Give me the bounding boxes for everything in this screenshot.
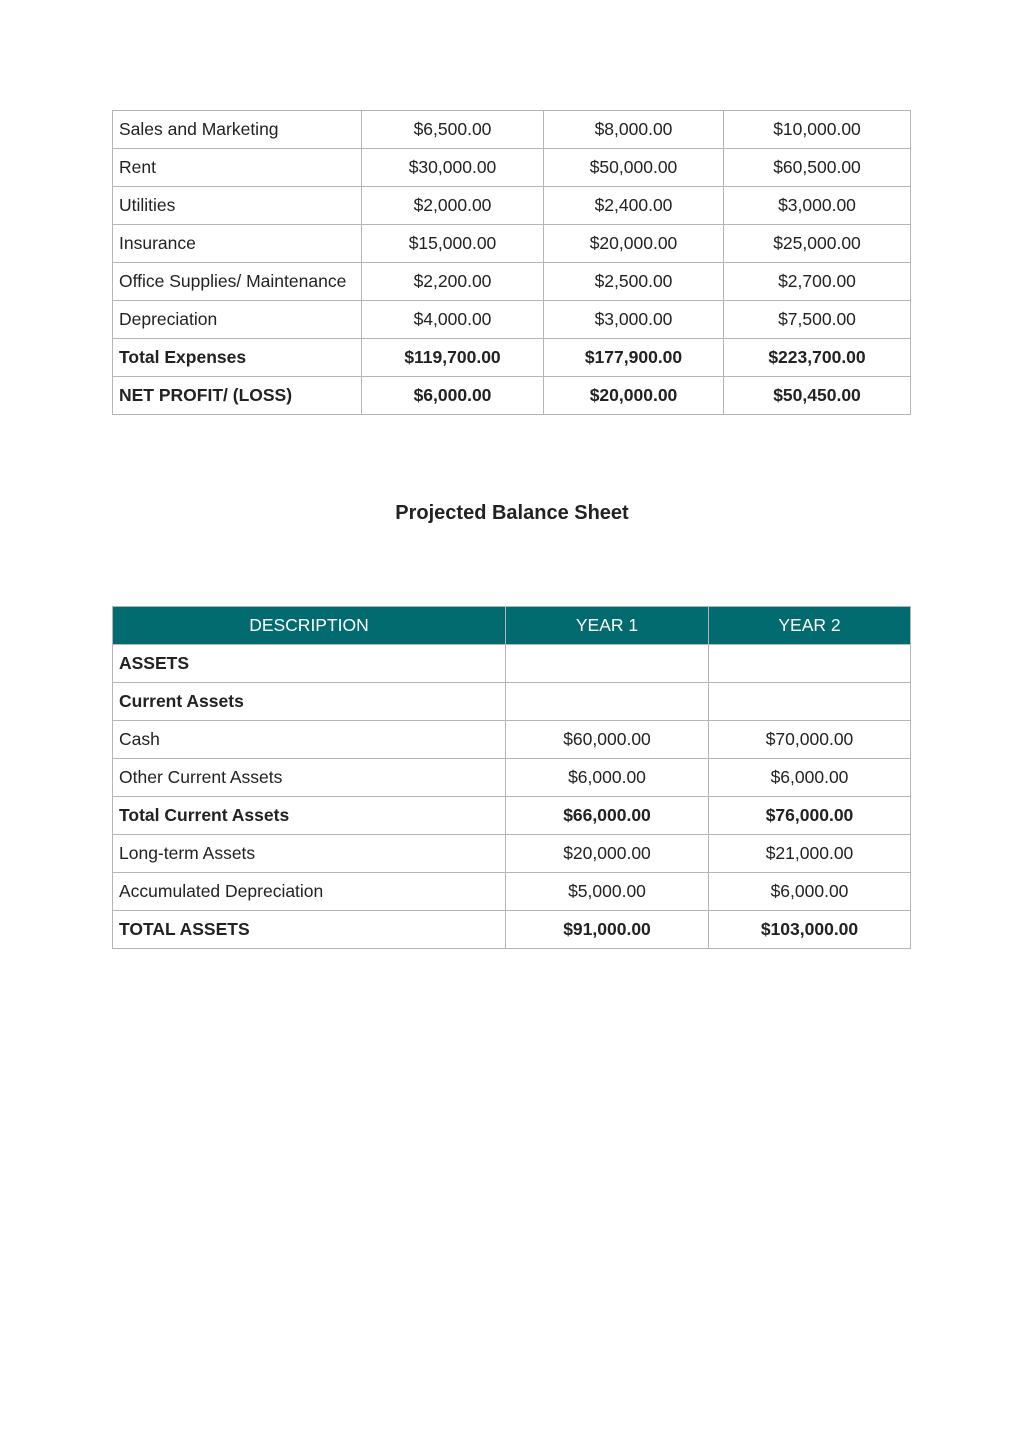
row-label: Insurance bbox=[113, 225, 362, 263]
row-label: Other Current Assets bbox=[113, 759, 506, 797]
total-expenses-row bbox=[113, 339, 911, 377]
balance-sheet-table bbox=[112, 606, 911, 949]
cell-value: $6,500.00 bbox=[362, 111, 544, 149]
row-label: NET PROFIT/ (LOSS) bbox=[113, 377, 362, 415]
column-header: DESCRIPTION bbox=[113, 607, 506, 645]
cell-value: $76,000.00 bbox=[709, 797, 911, 835]
row-label: Office Supplies/ Maintenance bbox=[113, 263, 362, 301]
row-label: Depreciation bbox=[113, 301, 362, 339]
cell-value: $25,000.00 bbox=[724, 225, 911, 263]
cell-value: $66,000.00 bbox=[506, 797, 709, 835]
cell-value: $60,500.00 bbox=[724, 149, 911, 187]
assets-heading-row bbox=[113, 645, 911, 683]
cell-value: $2,200.00 bbox=[362, 263, 544, 301]
cell-value: $8,000.00 bbox=[544, 111, 724, 149]
cell-value: $50,450.00 bbox=[724, 377, 911, 415]
cell-value: $10,000.00 bbox=[724, 111, 911, 149]
row-label: TOTAL ASSETS bbox=[113, 911, 506, 949]
row-label: Rent bbox=[113, 149, 362, 187]
column-header: YEAR 1 bbox=[506, 607, 709, 645]
column-header: YEAR 2 bbox=[709, 607, 911, 645]
table-header-row bbox=[113, 607, 911, 645]
cell-value bbox=[506, 645, 709, 683]
cell-value: $6,000.00 bbox=[709, 759, 911, 797]
table-row bbox=[113, 111, 911, 149]
cell-value bbox=[709, 645, 911, 683]
total-assets-row bbox=[113, 911, 911, 949]
cell-value: $2,400.00 bbox=[544, 187, 724, 225]
net-profit-row bbox=[113, 377, 911, 415]
table-row bbox=[113, 721, 911, 759]
cell-value: $60,000.00 bbox=[506, 721, 709, 759]
cell-value: $70,000.00 bbox=[709, 721, 911, 759]
row-label: Current Assets bbox=[113, 683, 506, 721]
cell-value: $30,000.00 bbox=[362, 149, 544, 187]
cell-value: $20,000.00 bbox=[544, 225, 724, 263]
current-assets-heading-row bbox=[113, 683, 911, 721]
cell-value: $4,000.00 bbox=[362, 301, 544, 339]
cell-value: $7,500.00 bbox=[724, 301, 911, 339]
cell-value: $3,000.00 bbox=[724, 187, 911, 225]
cell-value: $50,000.00 bbox=[544, 149, 724, 187]
table-row bbox=[113, 873, 911, 911]
table-row bbox=[113, 301, 911, 339]
section-title: Projected Balance Sheet bbox=[395, 502, 629, 524]
cell-value: $2,700.00 bbox=[724, 263, 911, 301]
table-row bbox=[113, 187, 911, 225]
cell-value: $21,000.00 bbox=[709, 835, 911, 873]
cell-value bbox=[506, 683, 709, 721]
row-label: Accumulated Depreciation bbox=[113, 873, 506, 911]
table-row bbox=[113, 759, 911, 797]
cell-value: $20,000.00 bbox=[506, 835, 709, 873]
cell-value: $3,000.00 bbox=[544, 301, 724, 339]
cell-value: $5,000.00 bbox=[506, 873, 709, 911]
total-current-assets-row bbox=[113, 797, 911, 835]
table-row bbox=[113, 149, 911, 187]
row-label: Utilities bbox=[113, 187, 362, 225]
row-label: Long-term Assets bbox=[113, 835, 506, 873]
cell-value: $119,700.00 bbox=[362, 339, 544, 377]
row-label: Sales and Marketing bbox=[113, 111, 362, 149]
expenses-table bbox=[112, 110, 911, 415]
table-row bbox=[113, 263, 911, 301]
cell-value: $2,000.00 bbox=[362, 187, 544, 225]
table-row bbox=[113, 225, 911, 263]
cell-value: $15,000.00 bbox=[362, 225, 544, 263]
cell-value: $177,900.00 bbox=[544, 339, 724, 377]
cell-value: $20,000.00 bbox=[544, 377, 724, 415]
cell-value: $6,000.00 bbox=[362, 377, 544, 415]
cell-value bbox=[709, 683, 911, 721]
table-row bbox=[113, 835, 911, 873]
cell-value: $6,000.00 bbox=[709, 873, 911, 911]
row-label: Total Expenses bbox=[113, 339, 362, 377]
row-label: Cash bbox=[113, 721, 506, 759]
cell-value: $6,000.00 bbox=[506, 759, 709, 797]
cell-value: $2,500.00 bbox=[544, 263, 724, 301]
row-label: ASSETS bbox=[113, 645, 506, 683]
cell-value: $91,000.00 bbox=[506, 911, 709, 949]
row-label: Total Current Assets bbox=[113, 797, 506, 835]
cell-value: $103,000.00 bbox=[709, 911, 911, 949]
cell-value: $223,700.00 bbox=[724, 339, 911, 377]
